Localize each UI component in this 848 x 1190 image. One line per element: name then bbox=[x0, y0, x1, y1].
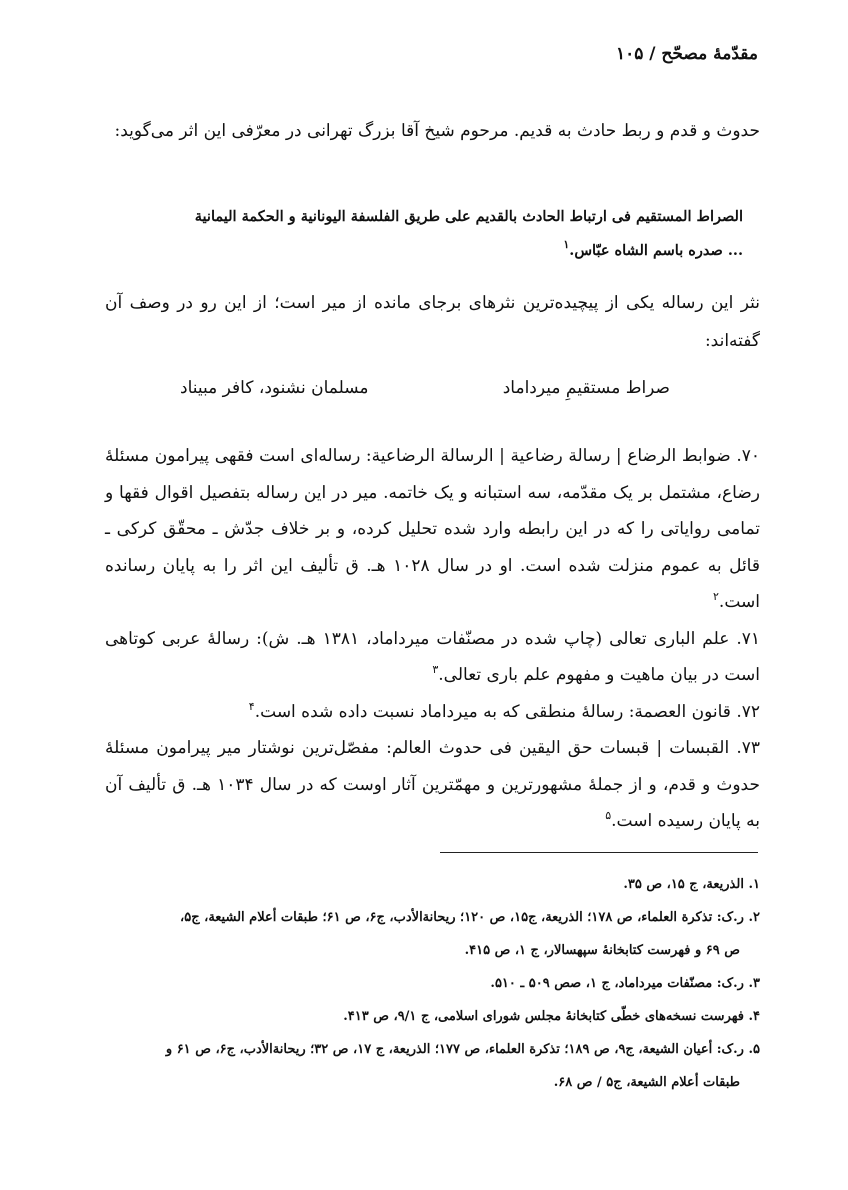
footnote-separator bbox=[440, 852, 758, 853]
footnote-ref: ۴ bbox=[248, 699, 255, 713]
entry-title: ۷۲. قانون العصمة: bbox=[628, 701, 760, 722]
footnote-2: ۲. ر.ک: تذکرة العلماء، ص ۱۷۸؛ الذریعة، ج۱۵، ص ۱۲۰؛ ریحانة‌الأدب، ج۶، ص ۶۱؛ طبقات أعلام الشیعة، ج۵، bbox=[180, 910, 760, 925]
intro-paragraph: حدوث و قدم و ربط حادث به قدیم. مرحوم شیخ آقا بزرگ تهرانی در معرّفی این اثر می‌گوید: bbox=[114, 121, 760, 141]
footnote-2-continued: ص ۶۹ و فهرست کتابخانهٔ سپهسالار، ج ۱، ص ۴۱۵. bbox=[464, 943, 740, 958]
entry-body: رسالهٔ منطقی که به میرداماد نسبت داده شده است. bbox=[254, 701, 629, 722]
arabic-quote bbox=[115, 200, 743, 268]
quote-line-1: الصراط المستقیم فی ارتباط الحادث بالقدیم علی طریق الفلسفة الیونانیة و الحکمة الیمانیة bbox=[194, 208, 743, 225]
entry-71 bbox=[105, 621, 760, 694]
entry-title: ۷۱. علم الباری تعالی bbox=[609, 628, 760, 649]
verse-hemistich-2: مسلمان نشنود، کافر مبیناد bbox=[180, 378, 369, 398]
footnote-ref: ۲ bbox=[713, 590, 719, 603]
footnote-3: ۳. ر.ک: مصنّفات میرداماد، ج ۱، صص ۵۰۹ ـ ۵۱۰. bbox=[490, 976, 760, 991]
entry-body: رساله‌ای است فقهی پیرامون مسئلهٔ رضاع، مشتمل بر یک مقدّمه، سه استبانه و یک خاتمه. میر در این رساله بتفصیل اقوال فقها و تمامی روایاتی را که در این رابطه وارد شده تحلیل کرده، و بر خلاف جدّش ـ محقّق کرکی ـ قائل به عموم منزلت شده است. او در سال ۱۰۲۸ هـ. ق تألیف این اثر را به پایان رسانده است. bbox=[105, 446, 760, 612]
verse-hemistich-1: صراط مستقیمِ میرداماد bbox=[502, 378, 670, 398]
entry-title: ۷۰. ضوابط الرضاع | رسالة رضاعیة | الرسالة الرضاعیة: bbox=[365, 446, 760, 466]
entry-73 bbox=[105, 730, 760, 840]
entry-body: (چاپ شده در مصنّفات میرداماد، ۱۳۸۱ هـ. ش): رسالهٔ عربی کوتاهی است در بیان ماهیت و مفهوم علم باری تعالی. bbox=[105, 628, 760, 685]
entries-list bbox=[105, 438, 760, 840]
quote-line-2 bbox=[115, 234, 743, 268]
footnote-4: ۴. فهرست نسخه‌های خطّی کتابخانهٔ مجلس شورای اسلامی، ج ۹/۱، ص ۴۱۳. bbox=[343, 1009, 760, 1024]
footnotes bbox=[110, 868, 760, 1099]
second-paragraph: نثر این رساله یکی از پیچیده‌ترین نثرهای برجای مانده از میر است؛ از این رو در وصف آن گفته‌اند: bbox=[105, 293, 760, 351]
footnote-1: ۱. الذریعة، ج ۱۵، ص ۳۵. bbox=[623, 877, 760, 892]
entry-title: ۷۳. القبسات | قبسات حق الیقین فی حدوث العالم: bbox=[386, 738, 760, 758]
entry-72 bbox=[105, 694, 760, 731]
footnote-5-continued: طبقات أعلام الشیعة، ج۵ / ص ۶۸. bbox=[553, 1075, 740, 1090]
footnote-ref: ۱ bbox=[563, 238, 570, 251]
running-header: مقدّمهٔ مصحّح / ۱۰۵ bbox=[615, 44, 758, 64]
quote-line-2-text: ... صدره باسم الشاه عبّاس. bbox=[569, 242, 743, 259]
entry-body: مفصّل‌ترین نوشتار میر پیرامون مسئلهٔ حدوث و قدم، و از جملهٔ مشهورترین و مهمّترین آثار اوست که در سال ۱۰۳۴ هـ. ق تألیف آن به پایان رسیده است. bbox=[105, 738, 760, 831]
footnote-ref: ۵ bbox=[605, 809, 612, 822]
verse bbox=[180, 378, 670, 408]
footnote-5: ۵. ر.ک: أعیان الشیعة، ج۹، ص ۱۸۹؛ تذکرة العلماء، ص ۱۷۷؛ الذریعة، ج ۱۷، ص ۳۲؛ ریحانة‌الأدب، ج۶، ص ۶۱ و bbox=[165, 1042, 760, 1057]
footnote-ref: ۳ bbox=[432, 663, 439, 676]
entry-70 bbox=[105, 438, 760, 621]
